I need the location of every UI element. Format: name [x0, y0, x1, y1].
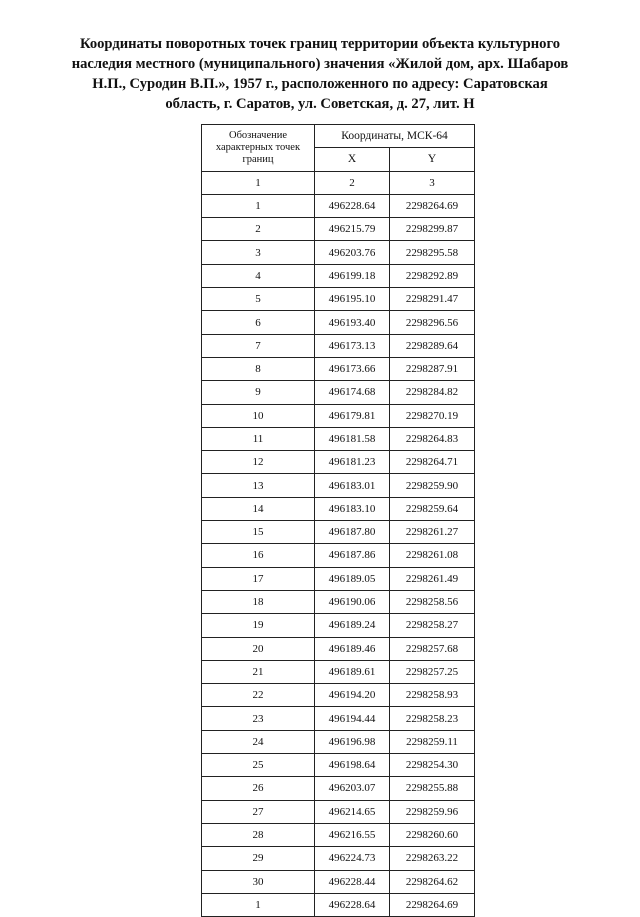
table-row — [202, 590, 475, 613]
table-row — [202, 427, 475, 450]
y-coordinate-cell: 2298259.11 — [390, 730, 475, 753]
point-number-cell: 30 — [202, 870, 315, 893]
x-coordinate-cell: 496194.20 — [315, 684, 390, 707]
point-number-cell: 15 — [202, 521, 315, 544]
x-coordinate-cell: 496179.81 — [315, 404, 390, 427]
point-number-cell: 19 — [202, 614, 315, 637]
y-coordinate-cell: 2298295.58 — [390, 241, 475, 264]
table-row — [202, 614, 475, 637]
y-coordinate-cell: 2298258.23 — [390, 707, 475, 730]
y-coordinate-cell: 2298260.60 — [390, 823, 475, 846]
x-coordinate-cell: 496174.68 — [315, 381, 390, 404]
y-coordinate-cell: 2298299.87 — [390, 218, 475, 241]
title-line: наследия местного (муниципального) значения «Жилой дом, арх. Шабаров — [71, 56, 569, 72]
y-coordinate-cell: 2298289.64 — [390, 334, 475, 357]
y-coordinate-cell: 2298258.56 — [390, 590, 475, 613]
x-coordinate-cell: 496187.80 — [315, 521, 390, 544]
y-coordinate-cell: 2298259.96 — [390, 800, 475, 823]
y-coordinate-cell: 2298264.62 — [390, 870, 475, 893]
x-coordinate-cell: 496183.01 — [315, 474, 390, 497]
y-coordinate-cell: 2298257.25 — [390, 660, 475, 683]
point-number-cell: 7 — [202, 334, 315, 357]
table-row — [202, 800, 475, 823]
x-coordinate-cell: 496173.13 — [315, 334, 390, 357]
table-row — [202, 823, 475, 846]
x-coordinate-cell: 496195.10 — [315, 288, 390, 311]
y-coordinate-cell: 2298258.93 — [390, 684, 475, 707]
column-number: 2 — [315, 171, 390, 194]
table-row — [202, 567, 475, 590]
point-number-cell: 28 — [202, 823, 315, 846]
x-coordinate-cell: 496194.44 — [315, 707, 390, 730]
y-coordinate-cell: 2298296.56 — [390, 311, 475, 334]
table-row — [202, 847, 475, 870]
point-number-cell: 21 — [202, 660, 315, 683]
point-number-cell: 6 — [202, 311, 315, 334]
x-coordinate-cell: 496181.58 — [315, 427, 390, 450]
header-coordinates: Координаты, МСК-64 — [315, 125, 475, 148]
y-coordinate-cell: 2298261.08 — [390, 544, 475, 567]
table-row — [202, 311, 475, 334]
point-number-cell: 1 — [202, 893, 315, 916]
column-number: 3 — [390, 171, 475, 194]
title-line: область, г. Саратов, ул. Советская, д. 27, лит. Н — [165, 96, 475, 112]
table-row — [202, 218, 475, 241]
table-row — [202, 194, 475, 217]
y-coordinate-cell: 2298264.83 — [390, 427, 475, 450]
point-number-cell: 10 — [202, 404, 315, 427]
table-row — [202, 264, 475, 287]
table-row — [202, 451, 475, 474]
point-number-cell: 17 — [202, 567, 315, 590]
header-point-name: Обозначение характерных точек границ — [202, 125, 315, 172]
x-coordinate-cell: 496199.18 — [315, 264, 390, 287]
y-coordinate-cell: 2298284.82 — [390, 381, 475, 404]
table-row — [202, 474, 475, 497]
x-coordinate-cell: 496190.06 — [315, 590, 390, 613]
x-coordinate-cell: 496216.55 — [315, 823, 390, 846]
x-coordinate-cell: 496173.66 — [315, 357, 390, 380]
x-coordinate-cell: 496198.64 — [315, 754, 390, 777]
table-row — [202, 404, 475, 427]
title-line: Координаты поворотных точек границ территории объекта культурного — [79, 36, 561, 52]
y-coordinate-cell: 2298259.90 — [390, 474, 475, 497]
table-row — [202, 707, 475, 730]
x-coordinate-cell: 496187.86 — [315, 544, 390, 567]
x-coordinate-cell: 496189.46 — [315, 637, 390, 660]
point-number-cell: 3 — [202, 241, 315, 264]
point-number-cell: 16 — [202, 544, 315, 567]
table-row — [202, 870, 475, 893]
point-number-cell: 1 — [202, 194, 315, 217]
point-number-cell: 11 — [202, 427, 315, 450]
table-row — [202, 357, 475, 380]
table-body — [202, 194, 475, 916]
y-coordinate-cell: 2298291.47 — [390, 288, 475, 311]
point-number-cell: 9 — [202, 381, 315, 404]
x-coordinate-cell: 496215.79 — [315, 218, 390, 241]
point-number-cell: 13 — [202, 474, 315, 497]
point-number-cell: 4 — [202, 264, 315, 287]
y-coordinate-cell: 2298263.22 — [390, 847, 475, 870]
y-coordinate-cell: 2298257.68 — [390, 637, 475, 660]
y-coordinate-cell: 2298261.27 — [390, 521, 475, 544]
table-row — [202, 521, 475, 544]
point-number-cell: 18 — [202, 590, 315, 613]
x-coordinate-cell: 496196.98 — [315, 730, 390, 753]
y-coordinate-cell: 2298264.69 — [390, 893, 475, 916]
y-coordinate-cell: 2298258.27 — [390, 614, 475, 637]
point-number-cell: 26 — [202, 777, 315, 800]
point-number-cell: 27 — [202, 800, 315, 823]
y-coordinate-cell: 2298270.19 — [390, 404, 475, 427]
x-coordinate-cell: 496181.23 — [315, 451, 390, 474]
point-number-cell: 14 — [202, 497, 315, 520]
x-coordinate-cell: 496228.44 — [315, 870, 390, 893]
y-coordinate-cell: 2298264.71 — [390, 451, 475, 474]
document-title — [40, 34, 600, 114]
y-coordinate-cell: 2298254.30 — [390, 754, 475, 777]
x-coordinate-cell: 496189.24 — [315, 614, 390, 637]
x-coordinate-cell: 496189.05 — [315, 567, 390, 590]
coordinates-table — [201, 124, 475, 917]
table-row — [202, 660, 475, 683]
x-coordinate-cell: 496228.64 — [315, 194, 390, 217]
header-x: X — [315, 148, 390, 171]
header-y: Y — [390, 148, 475, 171]
table-row — [202, 497, 475, 520]
title-line: Н.П., Суродин В.П.», 1957 г., расположенного по адресу: Саратовская — [92, 76, 548, 92]
table-row — [202, 637, 475, 660]
table-row — [202, 544, 475, 567]
y-coordinate-cell: 2298261.49 — [390, 567, 475, 590]
x-coordinate-cell: 496203.07 — [315, 777, 390, 800]
table-row — [202, 684, 475, 707]
point-number-cell: 8 — [202, 357, 315, 380]
point-number-cell: 12 — [202, 451, 315, 474]
point-number-cell: 22 — [202, 684, 315, 707]
point-number-cell: 5 — [202, 288, 315, 311]
table-row — [202, 288, 475, 311]
point-number-cell: 29 — [202, 847, 315, 870]
point-number-cell: 2 — [202, 218, 315, 241]
x-coordinate-cell: 496224.73 — [315, 847, 390, 870]
table-row — [202, 754, 475, 777]
column-number: 1 — [202, 171, 315, 194]
y-coordinate-cell: 2298259.64 — [390, 497, 475, 520]
point-number-cell: 25 — [202, 754, 315, 777]
point-number-cell: 24 — [202, 730, 315, 753]
table-row — [202, 730, 475, 753]
x-coordinate-cell: 496228.64 — [315, 893, 390, 916]
point-number-cell: 23 — [202, 707, 315, 730]
y-coordinate-cell: 2298264.69 — [390, 194, 475, 217]
x-coordinate-cell: 496214.65 — [315, 800, 390, 823]
x-coordinate-cell: 496189.61 — [315, 660, 390, 683]
x-coordinate-cell: 496193.40 — [315, 311, 390, 334]
x-coordinate-cell: 496183.10 — [315, 497, 390, 520]
table-row — [202, 334, 475, 357]
y-coordinate-cell: 2298292.89 — [390, 264, 475, 287]
y-coordinate-cell: 2298287.91 — [390, 357, 475, 380]
table-row — [202, 241, 475, 264]
y-coordinate-cell: 2298255.88 — [390, 777, 475, 800]
point-number-cell: 20 — [202, 637, 315, 660]
x-coordinate-cell: 496203.76 — [315, 241, 390, 264]
table-row — [202, 777, 475, 800]
table-row — [202, 381, 475, 404]
